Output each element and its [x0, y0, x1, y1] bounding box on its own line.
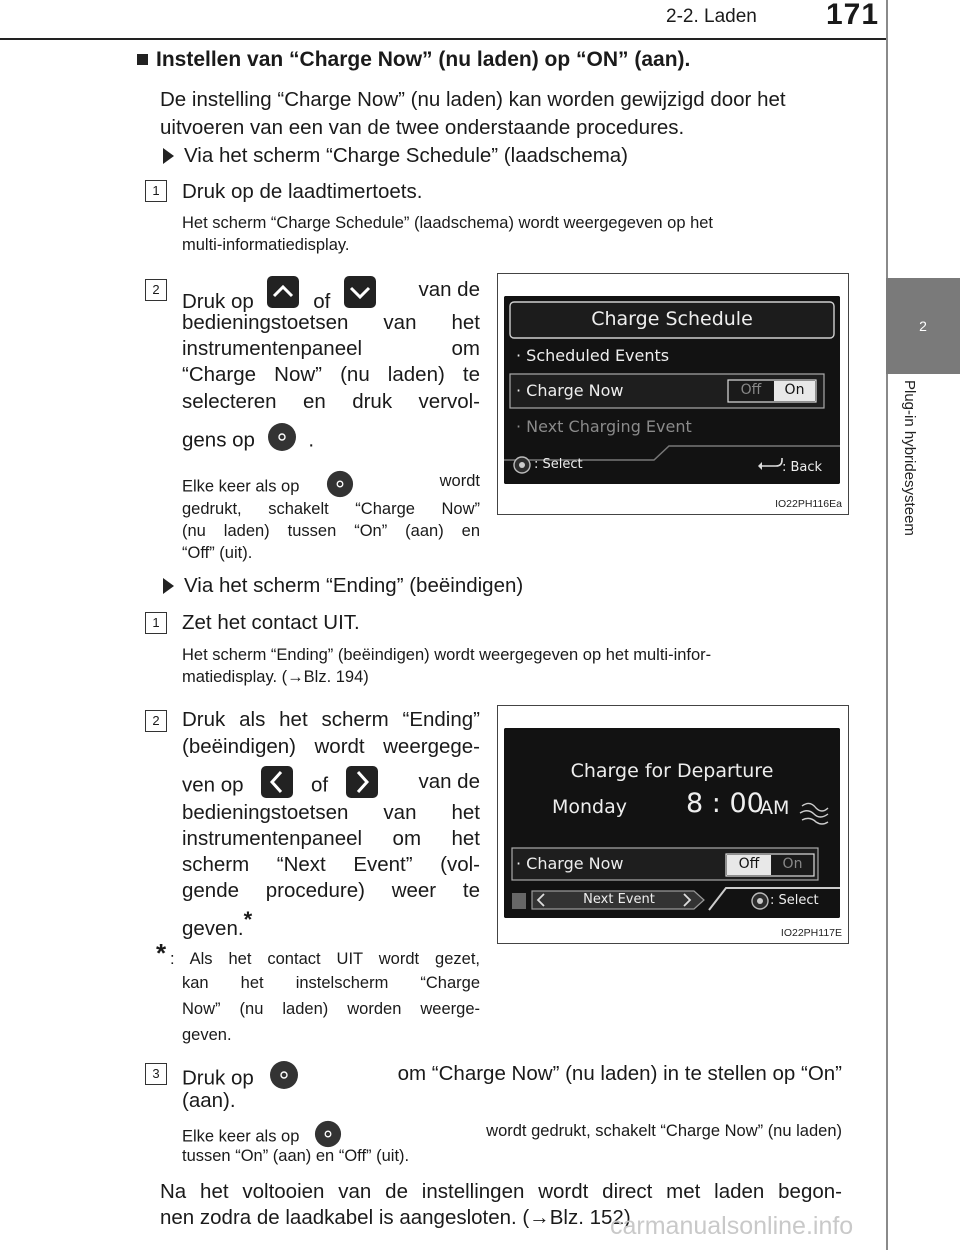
menu-charge-now: · Charge Now — [516, 854, 624, 873]
step-number: 2 — [145, 279, 167, 301]
figure-charge-for-departure — [497, 705, 849, 944]
footnote-asterisk: * — [156, 938, 167, 968]
intro-line-1: De instelling “Charge Now” (nu laden) kan worden gewijzigd door het — [160, 88, 786, 111]
proc-b-step2-line2: (beëindigen) wordt weergege- — [182, 735, 480, 758]
screen-title: Charge for Departure — [570, 760, 774, 782]
footnote-line1: : Als het contact UIT wordt gezet, — [170, 950, 480, 968]
departure-time: 8 : 00 — [686, 788, 764, 819]
proc-b-step1: Zet het contact UIT. — [182, 611, 360, 634]
square-bullet-icon — [137, 54, 148, 65]
proc-b-step2-line3: ven op of van de — [182, 766, 480, 806]
display-screen — [504, 296, 840, 484]
proc-b-step2-line1: Druk als het scherm “Ending” — [182, 708, 480, 731]
figure-id: IO22PH116Ea — [775, 498, 842, 510]
proc-b-step2-line6: scherm “Next Event” (vol- — [182, 853, 480, 876]
proc-b-step3-line1: Druk op om “Charge Now” (nu laden) in te stellen op “On” — [182, 1060, 842, 1098]
departure-ampm: AM — [760, 797, 790, 819]
proc-a-step1-note-1: Het scherm “Charge Schedule” (laadschema) wordt weergegeven op het — [182, 214, 714, 232]
proc-b-title: Via het scherm “Ending” (beëindigen) — [184, 574, 524, 597]
toggle-on: On — [782, 856, 803, 872]
proc-a-step2-note-line3: (nu laden) tussen “On” (aan) en — [182, 522, 480, 540]
toggle-off: Off — [738, 856, 760, 872]
proc-a-step1: Druk op de laadtimertoets. — [182, 180, 423, 203]
menu-next-charging-event: · Next Charging Event — [516, 417, 692, 436]
toggle-off: Off — [740, 382, 762, 398]
closing-line1: Na het voltooien van de instellingen wordt direct met laden begon- — [160, 1180, 842, 1203]
ok-button-icon — [269, 1060, 299, 1098]
menu-scheduled-events: · Scheduled Events — [516, 346, 670, 365]
next-event-label: Next Event — [583, 892, 655, 907]
back-hint: : Back — [782, 460, 823, 475]
proc-a-step2-line5: selecteren en druk vervol- — [182, 390, 480, 413]
proc-a-step2-line3: instrumentenpaneel om — [182, 337, 480, 360]
footnote-line4: geven. — [182, 1026, 232, 1044]
side-tab-line — [886, 0, 888, 1250]
proc-a-step2-note-line1: Elke keer als op wordt — [182, 470, 480, 504]
proc-a-title: Via het scherm “Charge Schedule” (laadschema) — [184, 144, 629, 167]
proc-b-step3-note-line1: Elke keer als op wordt gedrukt, schakelt “Charge Now” (nu laden) — [182, 1120, 842, 1154]
figure-charge-schedule — [497, 273, 849, 515]
header-divider — [0, 38, 886, 40]
footnote-line2: kan het instelscherm “Charge — [182, 974, 480, 992]
proc-b-step2-line7: gende procedure) weer te — [182, 879, 480, 902]
side-tab-number: 2 — [886, 278, 960, 374]
menu-charge-now: · Charge Now — [516, 381, 624, 400]
select-hint: : Select — [770, 893, 819, 908]
step-number: 1 — [145, 180, 167, 202]
triangle-bullet-icon — [163, 148, 174, 164]
proc-a-step1-note-2: multi-informatiedisplay. — [182, 236, 350, 254]
proc-b-step2-line4: bedieningstoetsen van het — [182, 801, 480, 824]
closing-line2: nen zodra de laadkabel is aangesloten. (→Blz. 152) — [160, 1206, 631, 1229]
proc-a-step2-note-line4: “Off” (uit). — [182, 544, 253, 562]
page-number: 171 — [826, 0, 880, 31]
display-screen — [504, 728, 840, 918]
toggle-on: On — [784, 382, 805, 398]
triangle-bullet-icon — [163, 578, 174, 594]
proc-b-step2-line5: instrumentenpaneel om het — [182, 827, 480, 850]
footnote-line3: Now” (nu laden) worden weerge- — [182, 1000, 480, 1018]
figure-id: IO22PH117E — [780, 927, 842, 939]
intro-line-2: uitvoeren van een van de twee onderstaande procedures. — [160, 116, 685, 139]
proc-b-step2-line8: geven.* — [182, 907, 253, 940]
select-hint: : Select — [534, 457, 583, 472]
section-title: 2-2. Laden — [666, 6, 757, 27]
proc-a-step2-line2: bedieningstoetsen van het — [182, 311, 480, 334]
departure-day: Monday — [552, 796, 628, 818]
step-number: 1 — [145, 612, 167, 634]
proc-b-step1-note-1: Het scherm “Ending” (beëindigen) wordt weergegeven op het multi-infor- — [182, 646, 712, 664]
section-heading: Instellen van “Charge Now” (nu laden) op “ON” (aan). — [137, 48, 690, 72]
watermark: carmanualsonline.info — [610, 1212, 854, 1240]
ok-button-icon — [267, 422, 297, 460]
proc-a-step2-line6: gens op . — [182, 422, 314, 460]
proc-a-step2-line1: Druk op of van de — [182, 276, 480, 316]
proc-a-step2-line4: “Charge Now” (nu laden) te — [182, 363, 480, 386]
proc-b-step3-line2: (aan). — [182, 1089, 236, 1112]
side-tab-label: Plug-in hybridesysteem — [901, 380, 918, 536]
screen-title: Charge Schedule — [591, 308, 753, 330]
proc-b-step1-note-2: matiedisplay. (→Blz. 194) — [182, 668, 369, 686]
proc-a-step2-note-line2: gedrukt, schakelt “Charge Now” — [182, 500, 480, 518]
step-number: 2 — [145, 710, 167, 732]
step-number: 3 — [145, 1063, 167, 1085]
proc-b-step3-note-line2: tussen “On” (aan) en “Off” (uit). — [182, 1147, 410, 1165]
